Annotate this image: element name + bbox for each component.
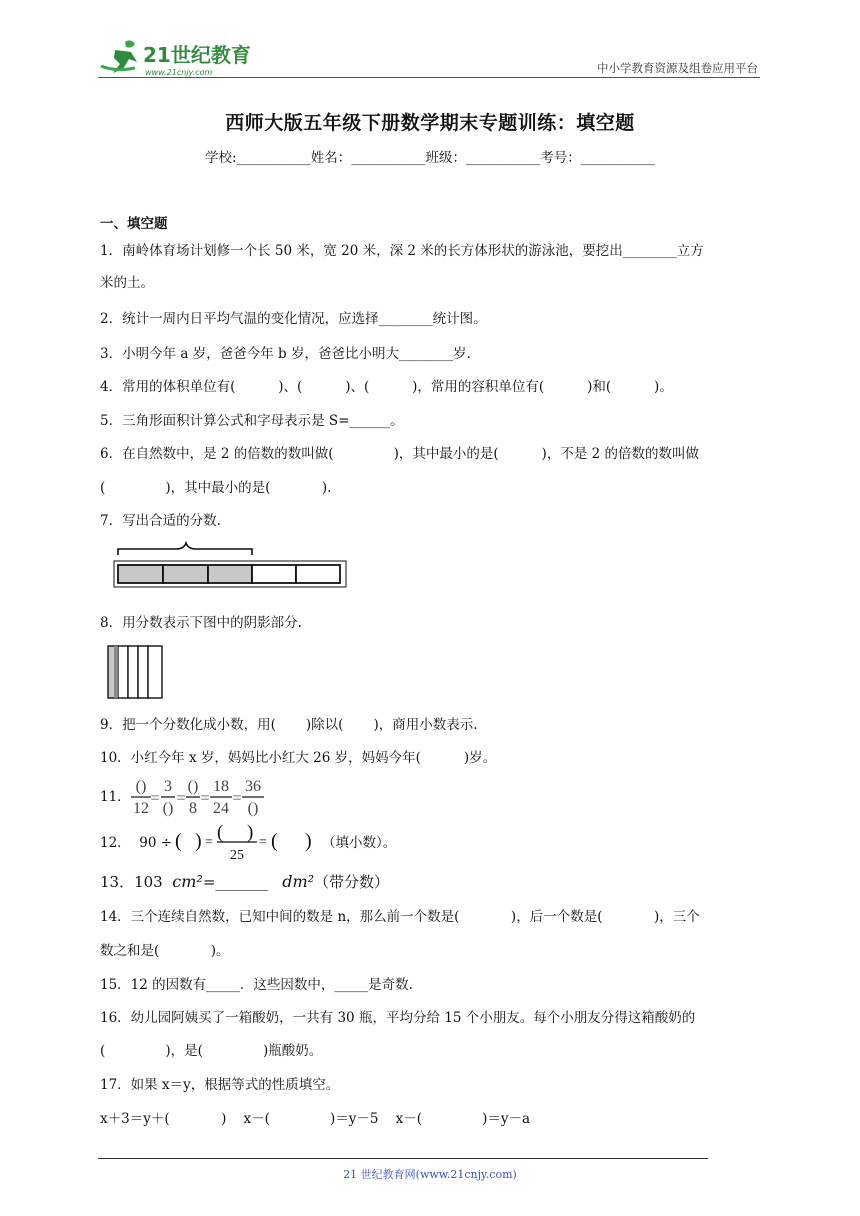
site-logo — [95, 36, 265, 80]
question-13-blank: =_______ — [202, 873, 268, 891]
question-12-denominator: 25 — [230, 848, 244, 863]
svg-text:=: = — [150, 790, 160, 807]
footer-text: 21 世纪教育网(www.21cnjy.com) — [343, 1168, 517, 1181]
question-6-line-1: 6．在自然数中，是 2 的倍数的数叫做( )，其中最小的是( )，不是 2 的倍数的数叫做 — [100, 446, 699, 462]
question-7: 7．写出合适的分数. — [100, 513, 221, 529]
question-3: 3．小明今年 a 岁，爸爸今年 b 岁，爸爸比小明大________岁. — [100, 346, 471, 362]
student-info-line: 学校:___________姓名：___________班级：___________考号：___________ — [204, 150, 656, 166]
fraction-1-denominator: 12 — [133, 800, 149, 817]
question-9: 9．把一个分数化成小数，用( )除以( )，商用小数表示. — [100, 717, 478, 733]
page-title: 西师大版五年级下册数学期末专题训练：填空题 — [225, 112, 635, 134]
question-8: 8．用分数表示下图中的阴影部分. — [100, 615, 302, 631]
question-6-line-2: ( )，其中最小的是( ). — [100, 480, 332, 496]
question-7-bar-figure — [100, 541, 358, 603]
svg-text:): ) — [247, 822, 254, 843]
runner-icon — [101, 40, 137, 73]
question-12-prefix: 12． 90 ÷ — [100, 835, 173, 851]
question-10: 10．小红今年 x 岁，妈妈比小红大 26 岁，妈妈今年( )岁。 — [100, 750, 497, 766]
fraction-3-denominator: 8 — [189, 800, 197, 817]
svg-text:): ) — [305, 830, 312, 852]
svg-text:=: = — [205, 835, 213, 850]
fraction-4-denominator: 24 — [213, 800, 229, 817]
question-14-line-1: 14．三个连续自然数，已知中间的数是 n，那么前一个数是( )，后一个数是( )，三个 — [100, 909, 700, 925]
svg-text:=: = — [200, 790, 210, 807]
question-12-expression — [175, 822, 320, 864]
question-13-prefix: 13．103 — [100, 873, 163, 891]
unit-dm2: dm² — [282, 872, 315, 891]
question-11-number: 11． — [100, 789, 131, 805]
question-1-line-1: 1．南岭体育场计划修一个长 50 米，宽 20 米，深 2 米的长方体形状的游泳池，要挖出________立方 — [100, 243, 704, 259]
question-16-line-1: 16．幼儿园阿姨买了一箱酸奶，一共有 30 瓶，平均分给 15 个小朋友。每个小朋友分得这箱酸奶的 — [100, 1010, 696, 1026]
svg-text:): ) — [195, 830, 202, 852]
question-8-shaded-figure — [104, 644, 166, 700]
svg-text:(: ( — [271, 830, 278, 852]
footer-divider — [98, 1158, 708, 1159]
question-5: 5．三角形面积计算公式和字母表示是 S=______。 — [100, 413, 404, 429]
logo-url: www.21cnjy.com — [145, 68, 213, 77]
question-12-suffix: （填小数）。 — [322, 835, 397, 851]
question-14-line-2: 数之和是( )。 — [100, 943, 230, 959]
fraction-3-numerator: () — [187, 778, 199, 795]
question-17: 17．如果 x＝y，根据等式的性质填空。 — [100, 1077, 340, 1093]
question-2: 2．统计一周内日平均气温的变化情况，应选择________统计图。 — [100, 311, 487, 327]
question-16-line-2: ( )，是( )瓶酸奶。 — [100, 1043, 323, 1059]
svg-text:=: = — [259, 835, 267, 850]
question-11-fraction-chain — [131, 774, 271, 820]
fraction-5-numerator: 36 — [245, 778, 261, 795]
fraction-5-denominator: () — [247, 800, 259, 817]
question-13-suffix: （带分数） — [314, 873, 390, 891]
svg-text:=: = — [176, 790, 186, 807]
header-divider — [98, 77, 760, 78]
question-13 — [100, 872, 389, 892]
svg-text:=: = — [232, 790, 242, 807]
fraction-2-denominator: () — [162, 800, 174, 817]
logo-text: 21世纪教育 — [143, 43, 251, 67]
question-4: 4．常用的体积单位有( )、( )、( )，常用的容积单位有( )和( )。 — [100, 379, 673, 395]
fraction-4-numerator: 18 — [213, 778, 229, 795]
platform-label: 中小学教育资源及组卷应用平台 — [597, 61, 758, 75]
question-15: 15．12 的因数有_____．这些因数中，_____是奇数. — [100, 977, 413, 993]
section-heading: 一、填空题 — [100, 216, 168, 232]
svg-text:(: ( — [217, 822, 224, 843]
unit-cm2: cm² — [172, 872, 203, 891]
question-17-equations: x＋3＝y＋( ) x－( )＝y－5 x－( )＝y－a — [100, 1111, 531, 1127]
fraction-1-numerator: () — [135, 778, 147, 795]
fraction-2-numerator: 3 — [164, 778, 172, 795]
question-1-line-2: 米的土。 — [100, 275, 154, 291]
svg-text:(: ( — [175, 830, 182, 852]
